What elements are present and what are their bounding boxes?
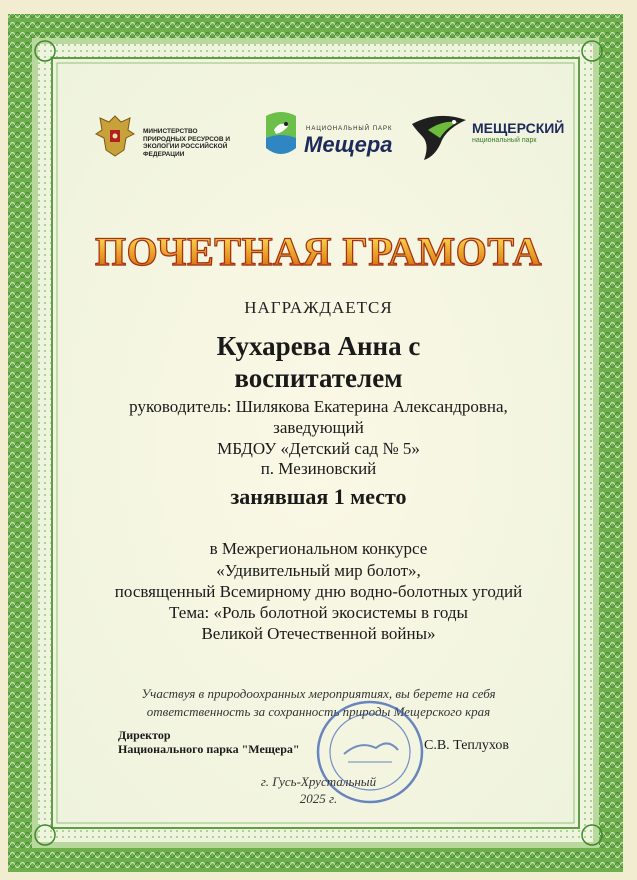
awarded-label: НАГРАЖДАЕТСЯ — [244, 298, 393, 317]
contest-line1: в Межрегиональном конкурсе — [209, 539, 428, 558]
contest-line5: Великой Отечественной войны» — [201, 624, 436, 643]
certificate-title: ПОЧЕТНАЯ ГРАМОТА — [95, 229, 542, 274]
motto-line1: Участвуя в природоохранных мероприятиях, вы берете на себя — [141, 686, 496, 701]
contest-line2: «Удивительный мир болот», — [216, 561, 421, 580]
ministry-name: МИНИСТЕРСТВО ПРИРОДНЫХ РЕСУРСОВ И ЭКОЛОГИИ РОССИЙСКОЙ ФЕДЕРАЦИИ — [143, 128, 230, 158]
place-text: занявшая 1 место — [230, 484, 407, 509]
contest-line3: посвященный Всемирному дню водно-болотных угодий — [114, 582, 523, 601]
logos-row — [0, 106, 637, 176]
recipient-name-line2: воспитателем — [234, 363, 403, 393]
recipient-name-line1: Кухарева Анна с — [216, 331, 421, 361]
right-park-subtitle: национальный парк — [472, 137, 537, 144]
director-name: С.В. Теплухов — [424, 738, 509, 753]
right-park-title: МЕЩЕРСКИЙ — [472, 120, 565, 136]
park-name: Мещера — [304, 132, 393, 157]
leader-line2: заведующий — [273, 418, 364, 437]
motto-line2: ответственность за сохранность природы Мещерского края — [146, 704, 491, 719]
footer-year: 2025 г. — [299, 791, 338, 806]
leader-line4: п. Мезиновский — [260, 459, 377, 478]
bird-park-logo-icon — [408, 110, 470, 164]
eagle-emblem-icon — [94, 112, 136, 158]
park-label: НАЦИОНАЛЬНЫЙ ПАРК — [306, 126, 393, 132]
leader-line3: МБДОУ «Детский сад № 5» — [217, 439, 420, 458]
contest-line4: Тема: «Роль болотной экосистемы в годы — [169, 603, 468, 622]
director-role-line1: Директор — [118, 728, 171, 742]
footer-city: г. Гусь-Хрустальный — [260, 774, 377, 789]
leader-line1: руководитель: Шилякова Екатерина Александровна, — [129, 397, 508, 416]
director-role-line2: Национального парка "Мещера" — [118, 742, 300, 756]
park-meshchera-logo-icon — [258, 108, 304, 160]
